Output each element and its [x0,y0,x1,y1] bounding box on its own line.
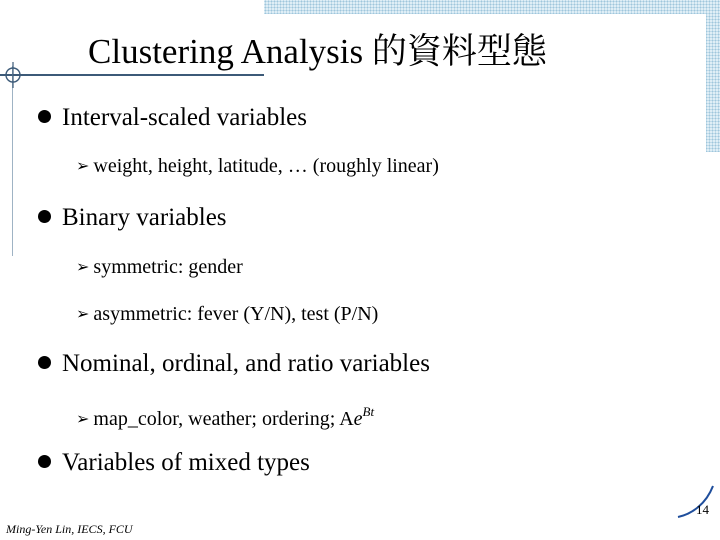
bullet-binary [38,203,227,233]
formula-coefficient: A [339,408,354,430]
crosshair-icon [0,62,26,88]
bullet-text: Binary variables [62,204,227,231]
sub-bullet-text: map_color, weather; ordering; [93,408,340,430]
sub-bullet-text: weight, height, latitude, … (roughly linear) [93,155,439,177]
footer-author: Ming-Yen Lin, IECS, FCU [6,522,133,536]
sub-bullet-interval-examples [76,153,439,180]
arrow-icon: ➢ [76,411,90,428]
formula-base: e [353,408,363,430]
bullet-nominal-ordinal-ratio [38,349,430,379]
sub-bullet-text: asymmetric: fever (Y/N), test (P/N) [93,303,379,325]
formula-exponent: Bt [362,404,375,419]
sub-bullet-symmetric [76,254,243,281]
title-underline [0,74,264,76]
bullet-dot-icon [38,210,51,223]
bullet-dot-icon [38,455,51,468]
bullet-dot-icon [38,356,51,369]
sub-bullet-text: symmetric: gender [93,256,243,278]
bullet-text: Nominal, ordinal, and ratio variables [62,350,430,377]
bullet-text: Interval-scaled variables [62,104,308,131]
arrow-icon: ➢ [76,259,90,276]
bullet-text: Variables of mixed types [62,449,310,476]
arrow-icon: ➢ [76,306,90,323]
arrow-icon: ➢ [76,158,90,175]
left-rule [12,66,13,256]
sub-bullet-nominal-examples [76,399,374,433]
bullet-interval-scaled [38,103,307,133]
bullet-mixed-types [38,448,310,478]
page-number: 14 [696,502,709,517]
bullet-dot-icon [38,110,51,123]
sub-bullet-asymmetric [76,301,378,328]
slide-title: Clustering Analysis 的資料型態 [88,32,547,71]
